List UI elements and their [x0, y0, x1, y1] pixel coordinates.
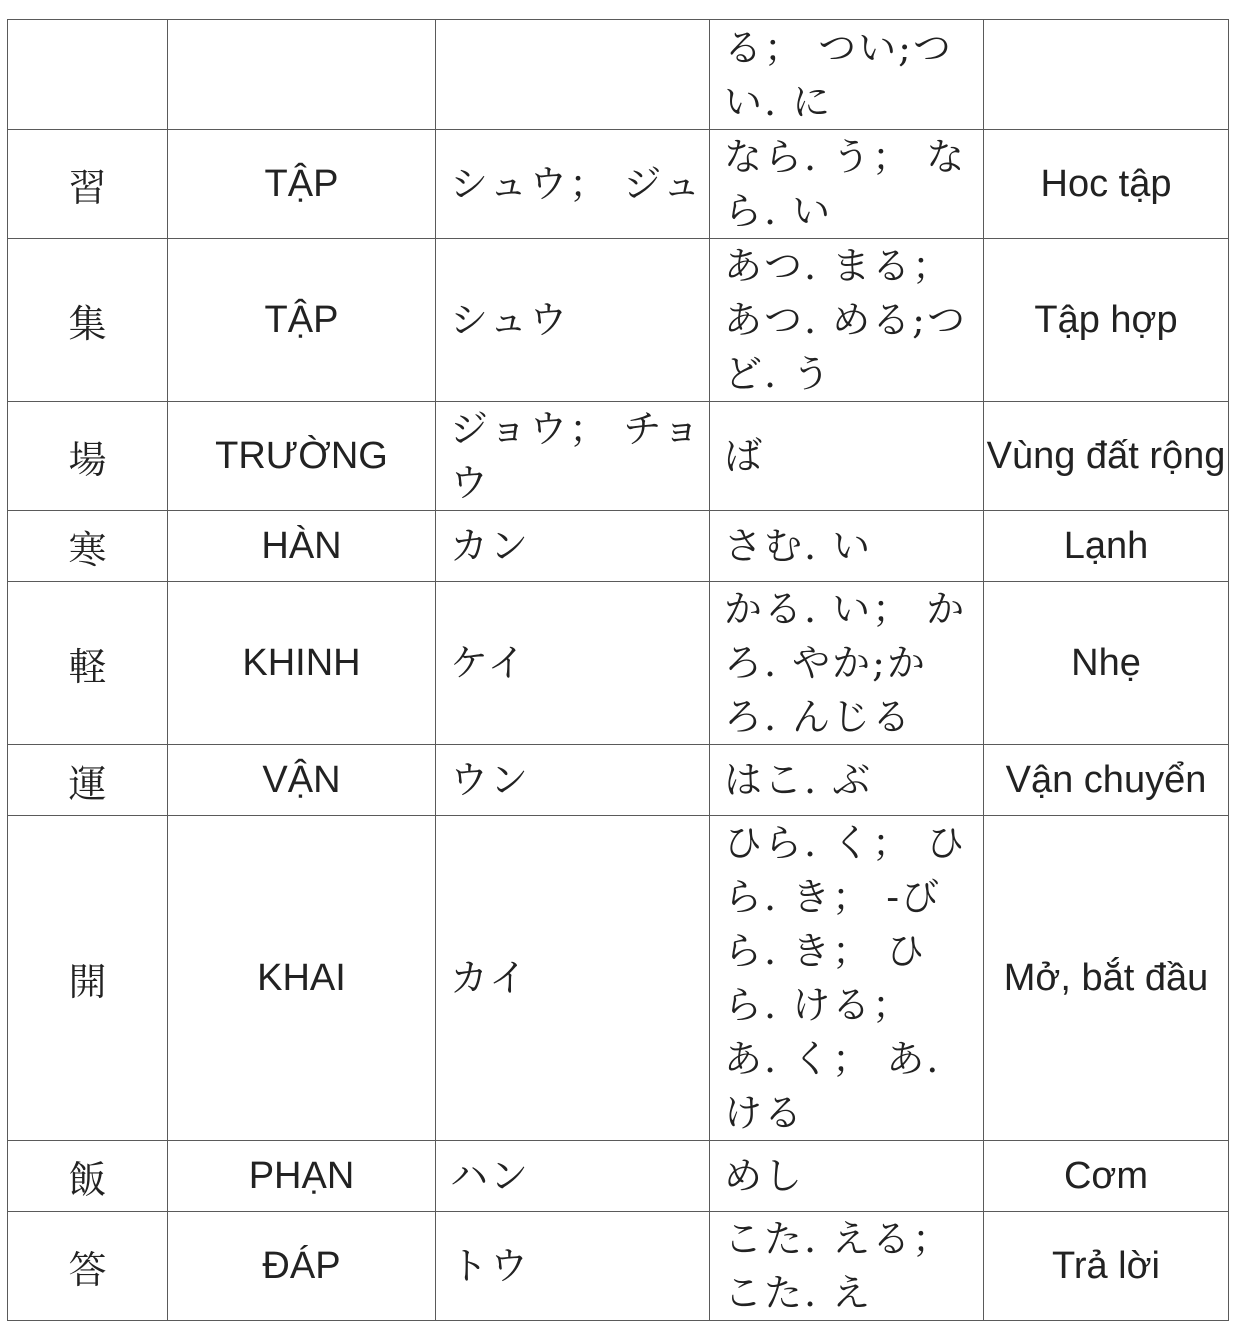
- hanviet-cell: KHAI: [168, 816, 436, 1141]
- meaning-cell: Cơm: [984, 1141, 1229, 1212]
- meaning-cell: [984, 20, 1229, 130]
- hanviet-cell: [168, 20, 436, 130]
- kanji-cell: 開: [8, 816, 168, 1141]
- table-row: [8, 816, 1229, 1141]
- hanviet-cell: VẬN: [168, 745, 436, 816]
- meaning-cell: Trả lời: [984, 1212, 1229, 1321]
- table-row: [8, 1141, 1229, 1212]
- kanji-cell: 軽: [8, 582, 168, 745]
- kunyomi-cell: こた. える； こた. え: [710, 1212, 984, 1321]
- onyomi-cell: カイ: [436, 816, 710, 1141]
- hanviet-cell: KHINH: [168, 582, 436, 745]
- kanji-cell: 運: [8, 745, 168, 816]
- meaning-cell: Vận chuyển: [984, 745, 1229, 816]
- kanji-vocabulary-table: [7, 19, 1229, 1321]
- kunyomi-cell: ひら. く； ひら. き； -びら. き； ひら. ける； あ. く； あ. ける: [710, 816, 984, 1141]
- meaning-cell: Lạnh: [984, 511, 1229, 582]
- onyomi-cell: ハン: [436, 1141, 710, 1212]
- meaning-cell: Mở, bắt đầu: [984, 816, 1229, 1141]
- onyomi-cell: ウン: [436, 745, 710, 816]
- table-row: [8, 402, 1229, 511]
- meaning-cell: Hoc tập: [984, 130, 1229, 239]
- onyomi-cell: ケイ: [436, 582, 710, 745]
- kanji-cell: 答: [8, 1212, 168, 1321]
- table-row: [8, 239, 1229, 402]
- kunyomi-cell: る； つい;つい. に: [710, 20, 984, 130]
- table-row: [8, 511, 1229, 582]
- kanji-cell: 集: [8, 239, 168, 402]
- onyomi-cell: シュウ: [436, 239, 710, 402]
- hanviet-cell: ĐÁP: [168, 1212, 436, 1321]
- hanviet-cell: TRƯỜNG: [168, 402, 436, 511]
- kanji-cell: 飯: [8, 1141, 168, 1212]
- kunyomi-cell: めし: [710, 1141, 984, 1212]
- onyomi-cell: トウ: [436, 1212, 710, 1321]
- kanji-cell: 習: [8, 130, 168, 239]
- kanji-cell: 寒: [8, 511, 168, 582]
- kunyomi-cell: ば: [710, 402, 984, 511]
- onyomi-cell: カン: [436, 511, 710, 582]
- table-row: [8, 130, 1229, 239]
- kanji-cell: 場: [8, 402, 168, 511]
- hanviet-cell: TẬP: [168, 239, 436, 402]
- kunyomi-cell: さむ. い: [710, 511, 984, 582]
- kunyomi-cell: かる. い； かろ. やか;かろ. んじる: [710, 582, 984, 745]
- table-row: [8, 20, 1229, 130]
- meaning-cell: Vùng đất rộng: [984, 402, 1229, 511]
- kunyomi-cell: なら. う； なら. い: [710, 130, 984, 239]
- onyomi-cell: ジョウ； チョウ: [436, 402, 710, 511]
- meaning-cell: Nhẹ: [984, 582, 1229, 745]
- kunyomi-cell: はこ. ぶ: [710, 745, 984, 816]
- hanviet-cell: HÀN: [168, 511, 436, 582]
- table-row: [8, 745, 1229, 816]
- table-row: [8, 582, 1229, 745]
- kunyomi-cell: あつ. まる；あつ. める;つど. う: [710, 239, 984, 402]
- meaning-cell: Tập hợp: [984, 239, 1229, 402]
- table-row: [8, 1212, 1229, 1321]
- onyomi-cell: シュウ； ジュ: [436, 130, 710, 239]
- onyomi-cell: [436, 20, 710, 130]
- kanji-cell: [8, 20, 168, 130]
- hanviet-cell: TẬP: [168, 130, 436, 239]
- hanviet-cell: PHẠN: [168, 1141, 436, 1212]
